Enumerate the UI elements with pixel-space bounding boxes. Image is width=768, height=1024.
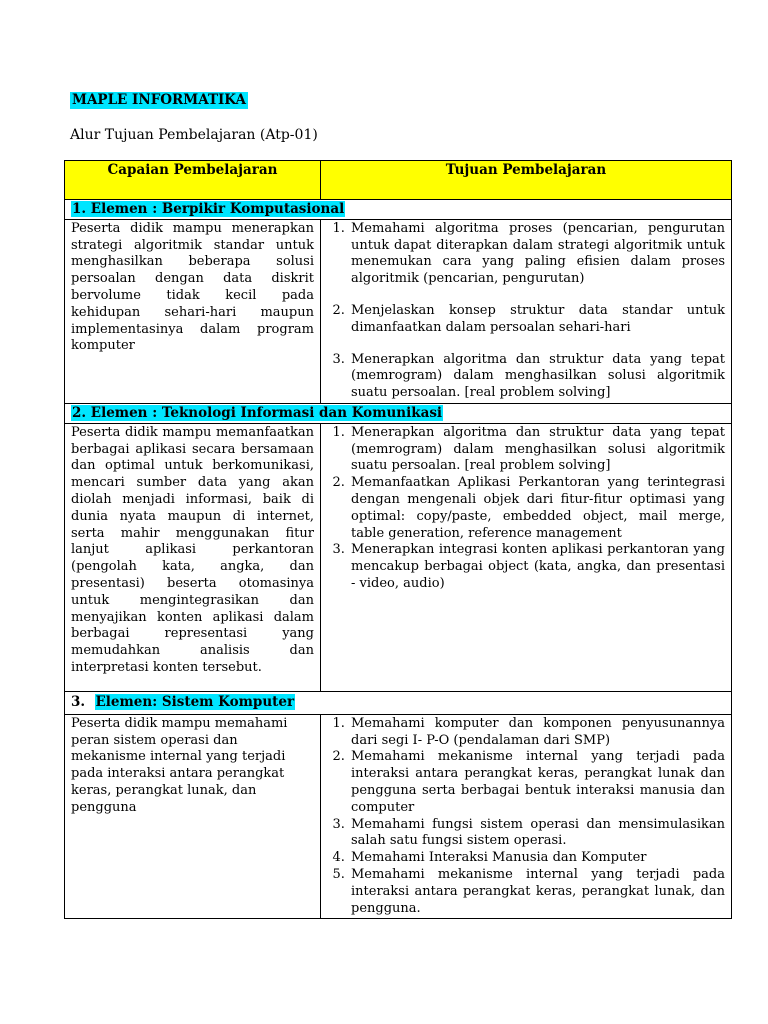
tujuan-list: [327, 221, 725, 402]
header-capaian: Capaian Pembelajaran: [65, 161, 321, 200]
section-label: 1. Elemen : Berpikir Komputasional: [72, 201, 345, 217]
table-row: [65, 714, 732, 919]
list-item: 4. Memahami Interaksi Manusia dan Komputer: [349, 850, 725, 867]
section-row-3: [65, 691, 732, 714]
section-label: Elemen: Sistem Komputer: [95, 694, 295, 711]
list-item: 1. Menerapkan algoritma dan struktur data yang tepat (memrogram) dalam menghasilkan solusi algoritmik suatu persoalan. [real problem solving]: [349, 425, 725, 475]
tujuan-list: [327, 716, 725, 918]
list-item: 1. Memahami algoritma proses (pencarian, pengurutan untuk dapat diterapkan dalam strategi algoritmik untuk menemukan cara yang paling efisien dalam proses algoritmik (pencarian, pengurutan): [349, 221, 725, 288]
document-title: MAPLE INFORMATIKA: [72, 92, 246, 108]
atp-table: [64, 160, 732, 919]
capaian-cell: [65, 714, 321, 919]
document-subtitle: Alur Tujuan Pembelajaran (Atp-01): [70, 127, 318, 143]
list-item: 1. Memahami komputer dan komponen penyusunannya dari segi I- P-O (pendalaman dari SMP): [349, 716, 725, 750]
section-number: 3.: [71, 694, 86, 711]
table-header-row: [65, 161, 732, 200]
list-item: 2. Memanfaatkan Aplikasi Perkantoran yang terintegrasi dengan mengenali objek dari fitur-fitur optimasi yang optimal: copy/paste, embedded object, mail merge, table generation, reference management: [349, 475, 725, 542]
table-row: [65, 423, 732, 691]
list-item: 3. Menerapkan integrasi konten aplikasi perkantoran yang mencakup berbagai object (kata, angka, dan presentasi - video, audio): [349, 542, 725, 592]
tujuan-cell: [321, 423, 732, 691]
section-heading: [65, 403, 732, 423]
section-label: 2. Elemen : Teknologi Informasi dan Komunikasi: [72, 404, 443, 421]
list-item: 3. Memahami fungsi sistem operasi dan mensimulasikan salah satu fungsi sistem operasi.: [349, 817, 725, 851]
capaian-cell: [65, 219, 321, 403]
list-item: 5. Memahami mekanisme internal yang terjadi pada interaksi antara perangkat keras, perangkat lunak, dan pengguna.: [349, 867, 725, 917]
list-item: 3. Menerapkan algoritma dan struktur data yang tepat (memrogram) dalam menghasilkan solusi algoritmik suatu persoalan. [real problem solving]: [349, 352, 725, 402]
tujuan-list: [327, 425, 725, 593]
section-row-1: [65, 200, 732, 220]
header-tujuan: Tujuan Pembelajaran: [321, 161, 732, 200]
tujuan-cell: [321, 714, 732, 919]
section-heading: [65, 200, 732, 220]
capaian-text: Peserta didik mampu menerapkan strategi algoritmik standar untuk menghasilkan beberapa solusi persoalan dengan data diskrit bervolume tidak kecil pada kehidupan sehari-hari maupun implementasinya dalam program komputer: [71, 220, 314, 354]
capaian-text: Peserta didik mampu memahami peran sistem operasi dan mekanisme internal yang terjadi pada interaksi antara perangkat keras, perangkat lunak, dan pengguna: [71, 715, 288, 815]
list-item: 2. Menjelaskan konsep struktur data standar untuk dimanfaatkan dalam persoalan sehari-hari: [349, 303, 725, 337]
section-row-2: [65, 403, 732, 423]
list-item: 2. Memahami mekanisme internal yang terjadi pada interaksi antara perangkat keras, perangkat lunak dan pengguna serta berbagai bentuk interaksi manusia dan computer: [349, 749, 725, 816]
section-heading: [65, 691, 732, 714]
tujuan-cell: [321, 219, 732, 403]
capaian-cell: [65, 423, 321, 691]
table-row: [65, 219, 732, 403]
capaian-text: Peserta didik mampu memanfaatkan berbagai aplikasi secara bersamaan dan optimal untuk berkomunikasi, mencari sumber data yang akan diolah menjadi informasi, baik di dunia nyata maupun di internet, serta mahir menggunakan fitur lanjut aplikasi perkantoran (pengolah kata, angka, dan presentasi) beserta otomasinya untuk mengintegrasikan dan menyajikan konten aplikasi dalam berbagai representasi yang memudahkan analisis dan interpretasi konten tersebut.: [71, 424, 314, 675]
